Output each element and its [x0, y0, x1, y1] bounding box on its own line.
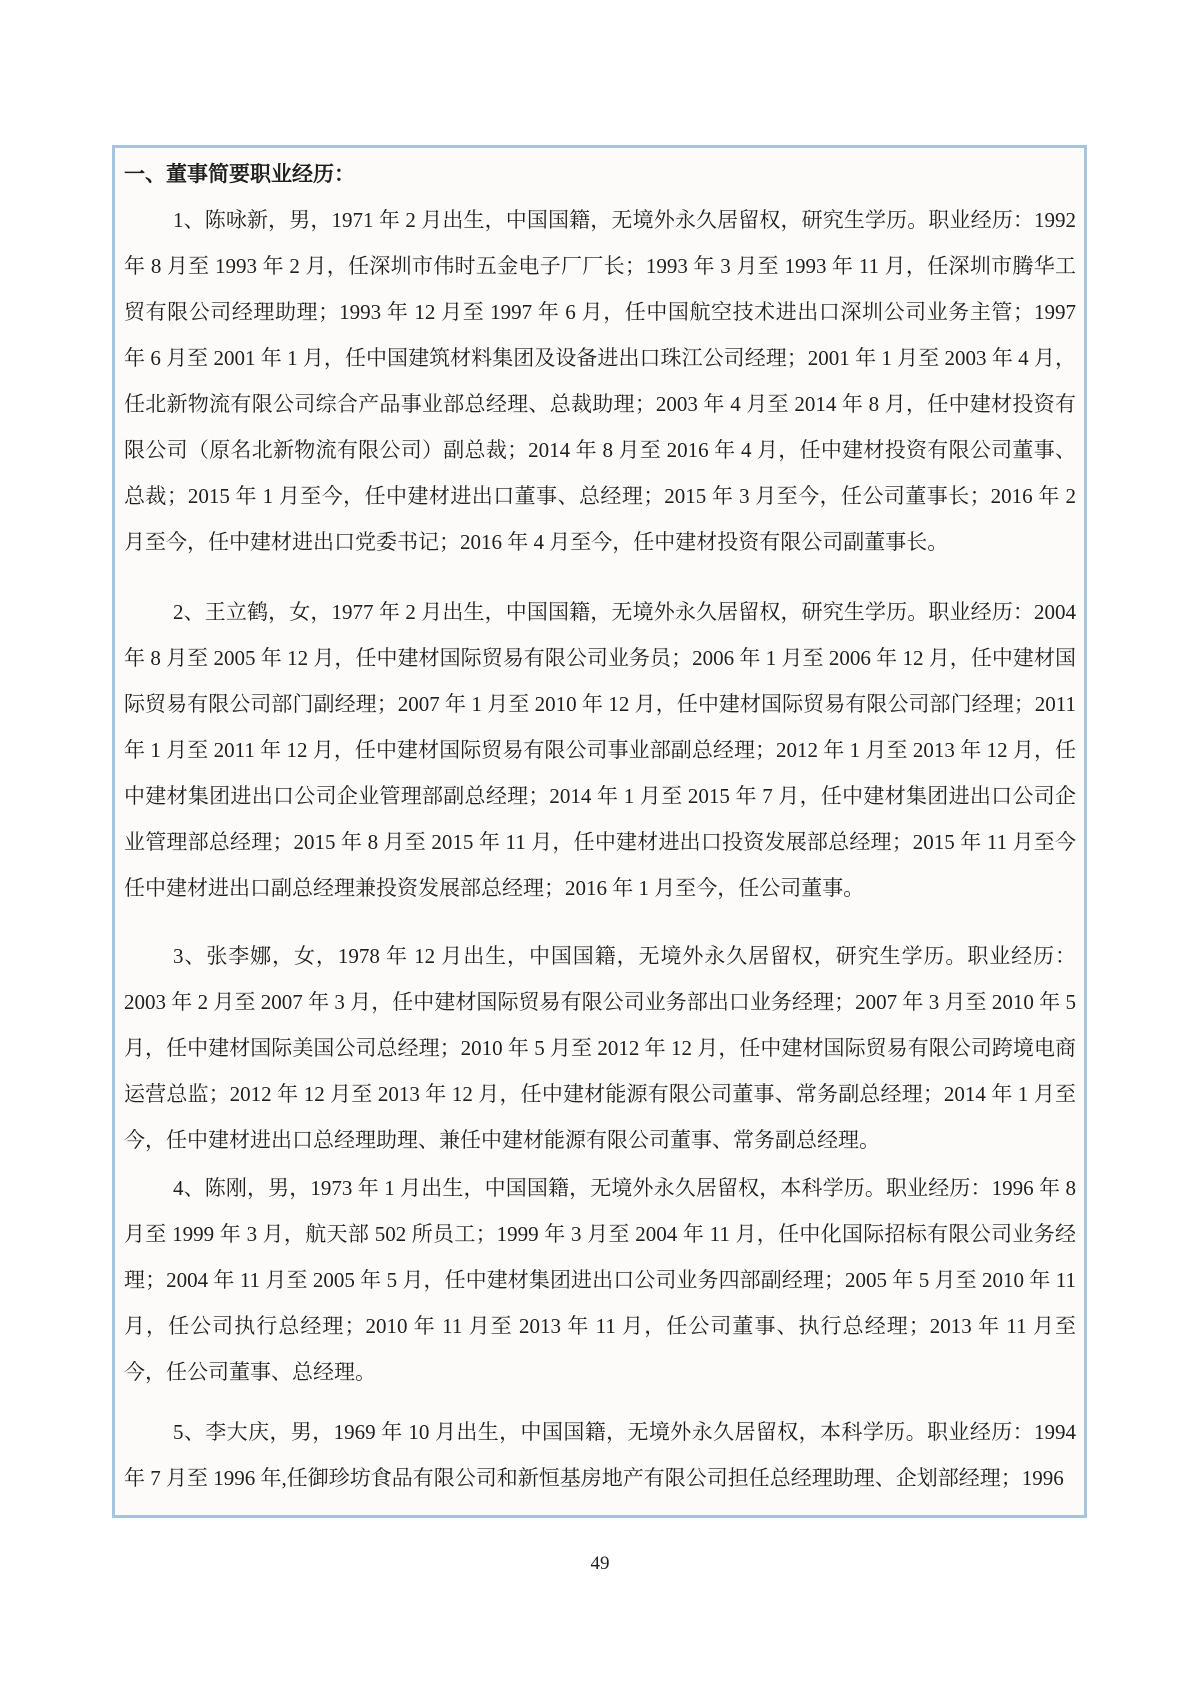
- director-bio-paragraph-3: 3、张李娜，女，1978 年 12 月出生，中国国籍，无境外永久居留权，研究生学历。职业经历：2003 年 2 月至 2007 年 3 月，任中建材国际贸易有限公司业务部出口业务经理；2007 年 3 月至 2010 年 5 月，任中建材国际美国公司总经理；2010 年 5 月至 2012 年 12 月，任中建材国际贸易有限公司跨境电商运营总监；2012 年 12 月至 2013 年 12 月，任中建材能源有限公司董事、常务副总经理；2014 年 1 月至今，任中建材进出口总经理助理、兼任中建材能源有限公司董事、常务副总经理。: [124, 944, 1076, 1152]
- director-bio-paragraph-4: 4、陈刚，男，1973 年 1 月出生，中国国籍，无境外永久居留权，本科学历。职业经历：1996 年 8 月至 1999 年 3 月，航天部 502 所员工；1999 年 3 月至 2004 年 11 月，任中化国际招标有限公司业务经理；2004 年 11 月至 2005 年 5 月，任中建材集团进出口公司业务四部副经理；2005 年 5 月至 2010 年 11 月，任公司执行总经理；2010 年 11 月至 2013 年 11 月，任公司董事、执行总经理；2013 年 11 月至今，任公司董事、总经理。: [124, 1176, 1076, 1384]
- director-bio-section-box: [112, 145, 1087, 1518]
- section-heading: 一、董事简要职业经历：: [124, 162, 355, 186]
- page-number: 49: [590, 1553, 610, 1574]
- director-bio-paragraph-1: 1、陈咏新，男，1971 年 2 月出生，中国国籍，无境外永久居留权，研究生学历。职业经历：1992 年 8 月至 1993 年 2 月，任深圳市伟时五金电子厂厂长；1993 年 3 月至 1993 年 11 月，任深圳市腾华工贸有限公司经理助理；1993 年 12 月至 1997 年 6 月，任中国航空技术进出口深圳公司业务主管；1997 年 6 月至 2001 年 1 月，任中国建筑材料集团及设备进出口珠江公司经理；2001 年 1 月至 2003 年 4 月，任北新物流有限公司综合产品事业部总经理、总裁助理；2003 年 4 月至 2014 年 8 月，任中建材投资有限公司（原名北新物流有限公司）副总裁；2014 年 8 月至 2016 年 4 月，任中建材投资有限公司董事、总裁；2015 年 1 月至今，任中建材进出口董事、总经理；2015 年 3 月至今，任公司董事长；2016 年 2 月至今，任中建材进出口党委书记；2016 年 4 月至今，任中建材投资有限公司副董事长。: [124, 208, 1076, 554]
- director-bio-paragraph-5: 5、李大庆，男，1969 年 10 月出生，中国国籍，无境外永久居留权，本科学历。职业经历：1994 年 7 月至 1996 年,任御珍坊食品有限公司和新恒基房地产有限公司担任总经理助理、企划部经理；1996: [124, 1420, 1076, 1490]
- director-bio-paragraph-2: 2、王立鹤，女，1977 年 2 月出生，中国国籍，无境外永久居留权，研究生学历。职业经历：2004 年 8 月至 2005 年 12 月，任中建材国际贸易有限公司业务员；2006 年 1 月至 2006 年 12 月，任中建材国际贸易有限公司部门副经理；2007 年 1 月至 2010 年 12 月，任中建材国际贸易有限公司部门经理；2011 年 1 月至 2011 年 12 月，任中建材国际贸易有限公司事业部副总经理；2012 年 1 月至 2013 年 12 月，任中建材集团进出口公司企业管理部副总经理；2014 年 1 月至 2015 年 7 月，任中建材集团进出口公司企业管理部总经理；2015 年 8 月至 2015 年 11 月，任中建材进出口投资发展部总经理；2015 年 11 月至今任中建材进出口副总经理兼投资发展部总经理；2016 年 1 月至今，任公司董事。: [124, 600, 1076, 900]
- page-footer: [0, 1553, 1200, 1575]
